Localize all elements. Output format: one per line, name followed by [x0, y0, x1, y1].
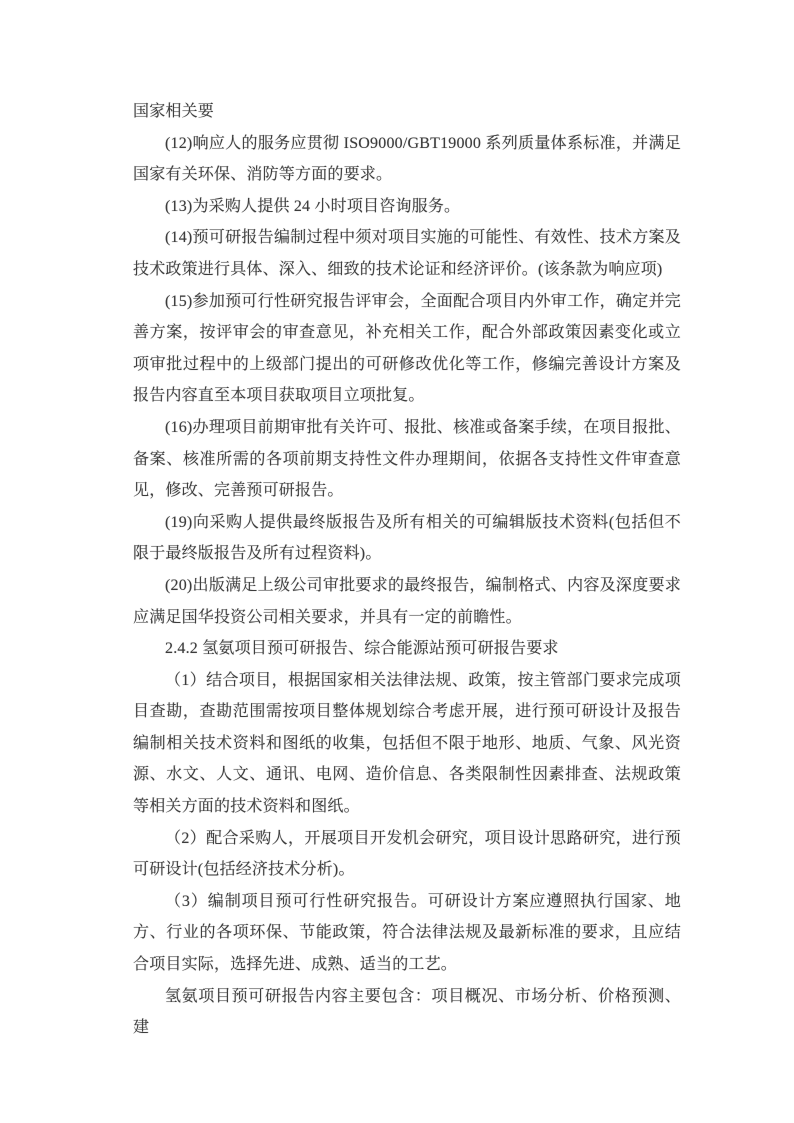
paragraph-sub-2: （2）配合采购人，开展项目开发机会研究，项目设计思路研究，进行预可研设计(包括经济技术分析)。 — [133, 829, 681, 879]
paragraph-continuation: 国家相关要 — [133, 103, 215, 120]
paragraph-sub-1: （1）结合项目，根据国家相关法律法规、政策，按主管部门要求完成项目查勘，查勘范围需按项目整体规划综合考虑开展，进行预可研设计及报告编制相关技术资料和图纸的收集，包括但不限于地形、地质、气象、风光资源、水文、人文、通讯、电网、造价信息、各类限制性因素排查、法规政策等相关方面的技术资料和图纸。 — [133, 671, 681, 816]
paragraph-item-12: (12)响应人的服务应贯彻 ISO9000/GBT19000 系列质量体系标准，并满足国家有关环保、消防等方面的要求。 — [133, 134, 681, 184]
section-heading-2-4-2: 2.4.2 氢氨项目预可研报告、综合能源站预可研报告要求 — [165, 640, 559, 658]
paragraph-item-13: (13)为采购人提供 24 小时项目咨询服务。 — [165, 197, 461, 215]
paragraph-sub-3: （3）编制项目预可行性研究报告。可研设计方案应遵照执行国家、地方、行业的各项环保、节能政策，符合法律法规及最新标准的要求，且应结合项目实际，选择先进、成熟、适当的工艺。 — [133, 892, 681, 974]
paragraph-item-20: (20)出版满足上级公司审批要求的最终报告，编制格式、内容及深度要求应满足国华投资公司相关要求，并具有一定的前瞻性。 — [133, 576, 681, 626]
paragraph-report-contents: 氢氨项目预可研报告内容主要包含：项目概况、市场分析、价格预测、建 — [133, 987, 681, 1037]
paragraph-item-15: (15)参加预可行性研究报告评审会，全面配合项目内外审工作，确定并完善方案，按评审会的审查意见，补充相关工作，配合外部政策因素变化或立项审批过程中的上级部门提出的可研修改优化等工作，修编完善设计方案及报告内容直至本项目获取项目立项批复。 — [133, 292, 681, 405]
paragraph-item-16: (16)办理项目前期审批有关许可、报批、核准或备案手续，在项目报批、备案、核准所需的各项前期支持性文件办理期间，依据各支持性文件审查意见，修改、完善预可研报告。 — [133, 418, 681, 500]
document-text-block — [133, 96, 681, 1044]
paragraph-item-14: (14)预可研报告编制过程中须对项目实施的可能性、有效性、技术方案及技术政策进行具体、深入、细致的技术论证和经济评价。(该条款为响应项) — [133, 229, 681, 278]
paragraph-item-19: (19)向采购人提供最终版报告及所有相关的可编辑版技术资料(包括但不限于最终版报告及所有过程资料)。 — [133, 513, 681, 563]
